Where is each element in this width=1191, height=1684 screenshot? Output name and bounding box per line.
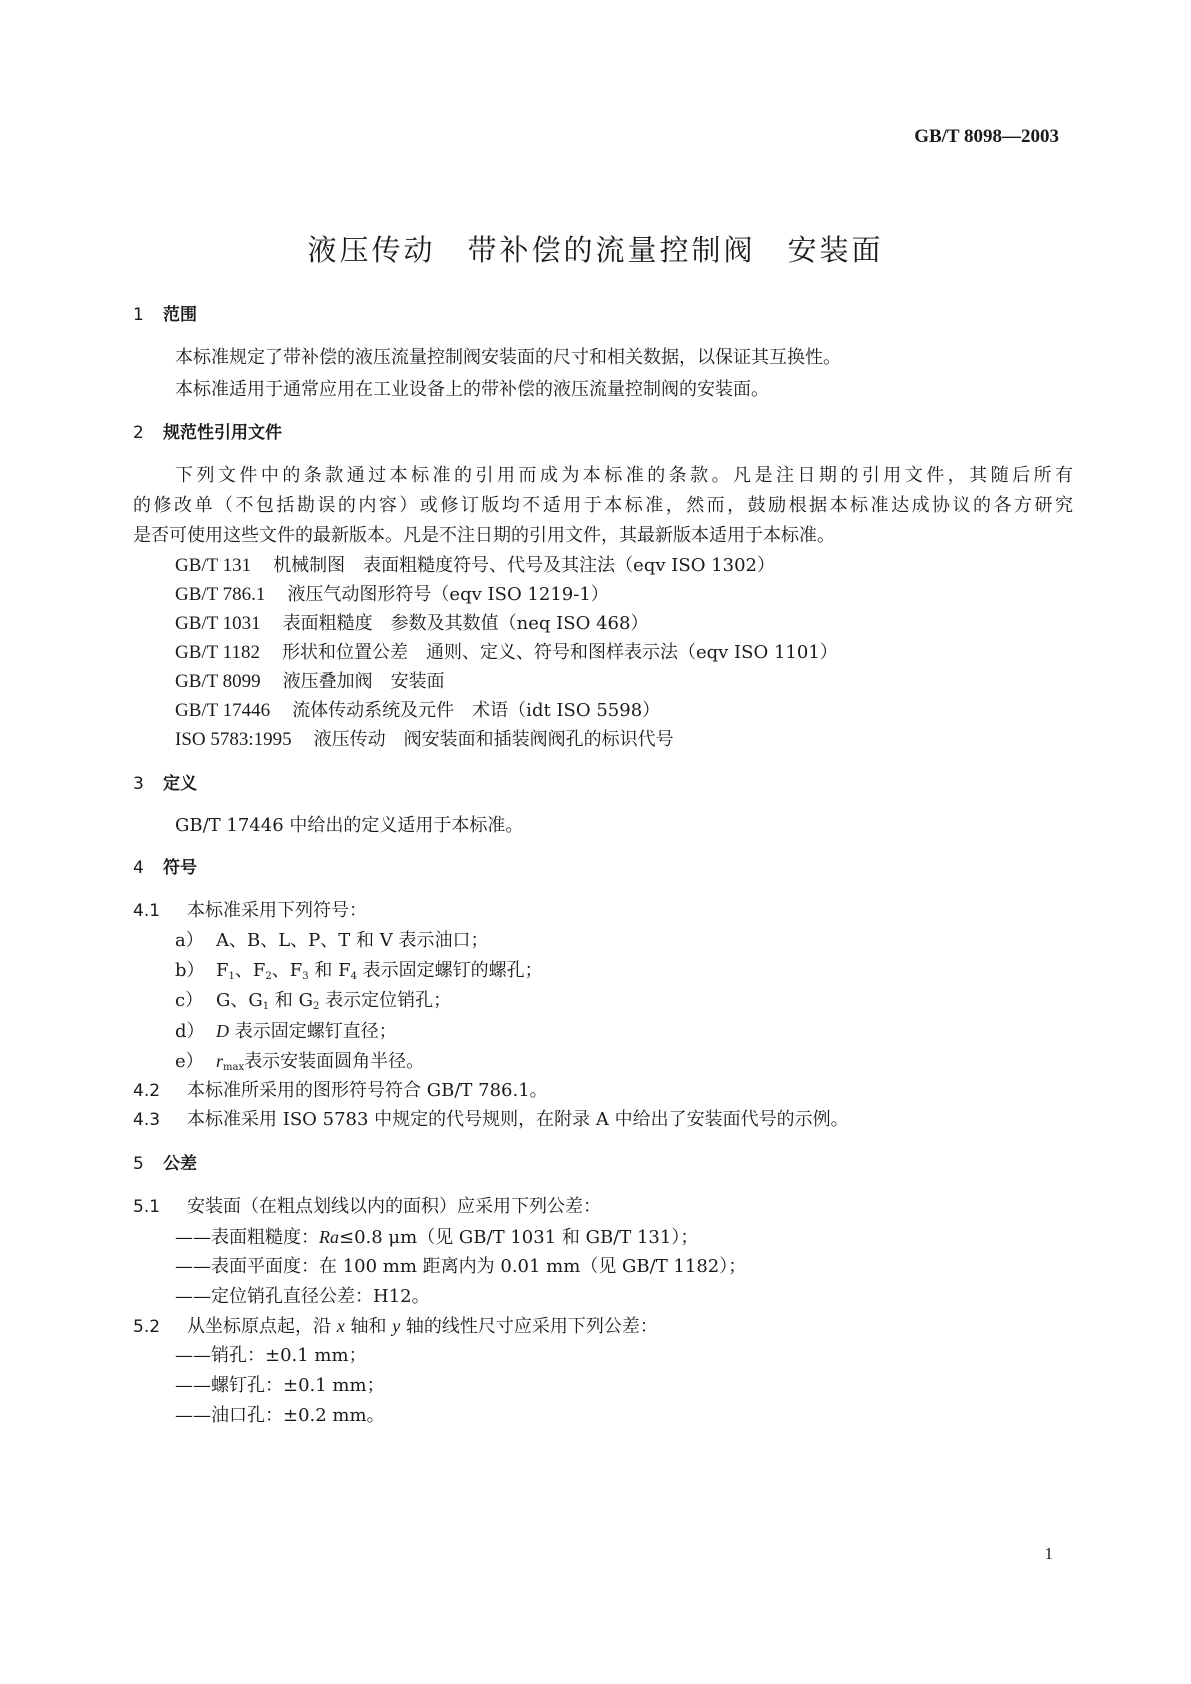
symbol-item-b: b） $F_1$、$F_2$、$F_3$ 和 $F_4$ 表示固定螺钉的螺孔； — [175, 960, 543, 982]
tolerance-surface-roughness: ——表面粗糙度：Ra≤0.8 μm（见 GB/T 1031 和 GB/T 131）； — [175, 1227, 699, 1248]
clause-5-1: 5.1 安装面（在粗点划线以内的面积）应采用下列公差： — [133, 1196, 601, 1217]
standard-number: GB/T 8098—2003 — [914, 126, 1059, 147]
page-number: 1 — [1044, 1544, 1053, 1563]
section-5-heading: 5 公差 — [133, 1154, 197, 1174]
reference-item: GB/T 17446 流体传动系统及元件 术语（idt ISO 5598） — [175, 700, 661, 721]
section-2-intro-line-1: 下列文件中的条款通过本标准的引用而成为本标准的条款。凡是注日期的引用文件，其随后所有 — [175, 465, 1073, 486]
reference-item: GB/T 8099 液压叠加阀 安装面 — [175, 671, 445, 692]
tolerance-screw-hole: ——螺钉孔：±0.1 mm； — [175, 1375, 385, 1396]
reference-item: GB/T 786.1 液压气动图形符号（eqv ISO 1219-1） — [175, 584, 609, 605]
tolerance-pin-hole-diameter: ——定位销孔直径公差：H12。 — [175, 1286, 430, 1307]
reference-item: GB/T 131 机械制图 表面粗糙度符号、代号及其注法（eqv ISO 1302） — [175, 555, 775, 576]
section-3-paragraph: GB/T 17446 中给出的定义适用于本标准。 — [175, 815, 524, 836]
section-1-paragraph-2: 本标准适用于通常应用在工业设备上的带补偿的液压流量控制阀的安装面。 — [175, 379, 769, 400]
section-4-heading: 4 符号 — [133, 858, 197, 878]
symbol-item-e: e） $r_{max}$表示安装面圆角半径。 — [175, 1051, 425, 1073]
clause-4-2: 4.2 本标准所采用的图形符号符合 GB/T 786.1。 — [133, 1080, 548, 1101]
symbol-item-a: a） A、B、L、P、T 和 V 表示油口； — [175, 930, 489, 951]
section-1-heading: 1 范围 — [133, 305, 197, 325]
reference-item: ISO 5783:1995 液压传动 阀安装面和插装阀阀孔的标识代号 — [175, 729, 674, 750]
symbol-item-d: d） D 表示固定螺钉直径； — [175, 1021, 397, 1042]
tolerance-flatness: ——表面平面度：在 100 mm 距离内为 0.01 mm（见 GB/T 1182）； — [175, 1256, 747, 1277]
section-2-heading: 2 规范性引用文件 — [133, 423, 282, 443]
reference-item: GB/T 1031 表面粗糙度 参数及其数值（neq ISO 468） — [175, 613, 649, 634]
clause-4-3: 4.3 本标准采用 ISO 5783 中规定的代号规则，在附录 A 中给出了安装面代号的示例。 — [133, 1109, 849, 1130]
clause-5-2: 5.2 从坐标原点起，沿 x 轴和 y 轴的线性尺寸应采用下列公差： — [133, 1316, 658, 1337]
section-3-heading: 3 定义 — [133, 774, 197, 794]
section-2-intro-line-3: 是否可使用这些文件的最新版本。凡是不注日期的引用文件，其最新版本适用于本标准。 — [133, 525, 835, 546]
tolerance-pin-hole: ——销孔：±0.1 mm； — [175, 1345, 367, 1366]
clause-4-1: 4.1 本标准采用下列符号： — [133, 900, 367, 921]
symbol-item-c: c） G、$G_1$ 和 $G_2$ 表示定位销孔； — [175, 990, 452, 1012]
section-1-paragraph-1: 本标准规定了带补偿的液压流量控制阀安装面的尺寸和相关数据，以保证其互换性。 — [175, 347, 841, 368]
section-2-intro-line-2: 的修改单（不包括勘误的内容）或修订版均不适用于本标准，然而，鼓励根据本标准达成协议的各方研究 — [133, 495, 1073, 516]
reference-item: GB/T 1182 形状和位置公差 通则、定义、符号和图样表示法（eqv ISO 1101） — [175, 642, 838, 663]
document-title: 液压传动 带补偿的流量控制阀 安装面 — [307, 233, 884, 267]
tolerance-port-hole: ——油口孔：±0.2 mm。 — [175, 1405, 385, 1426]
